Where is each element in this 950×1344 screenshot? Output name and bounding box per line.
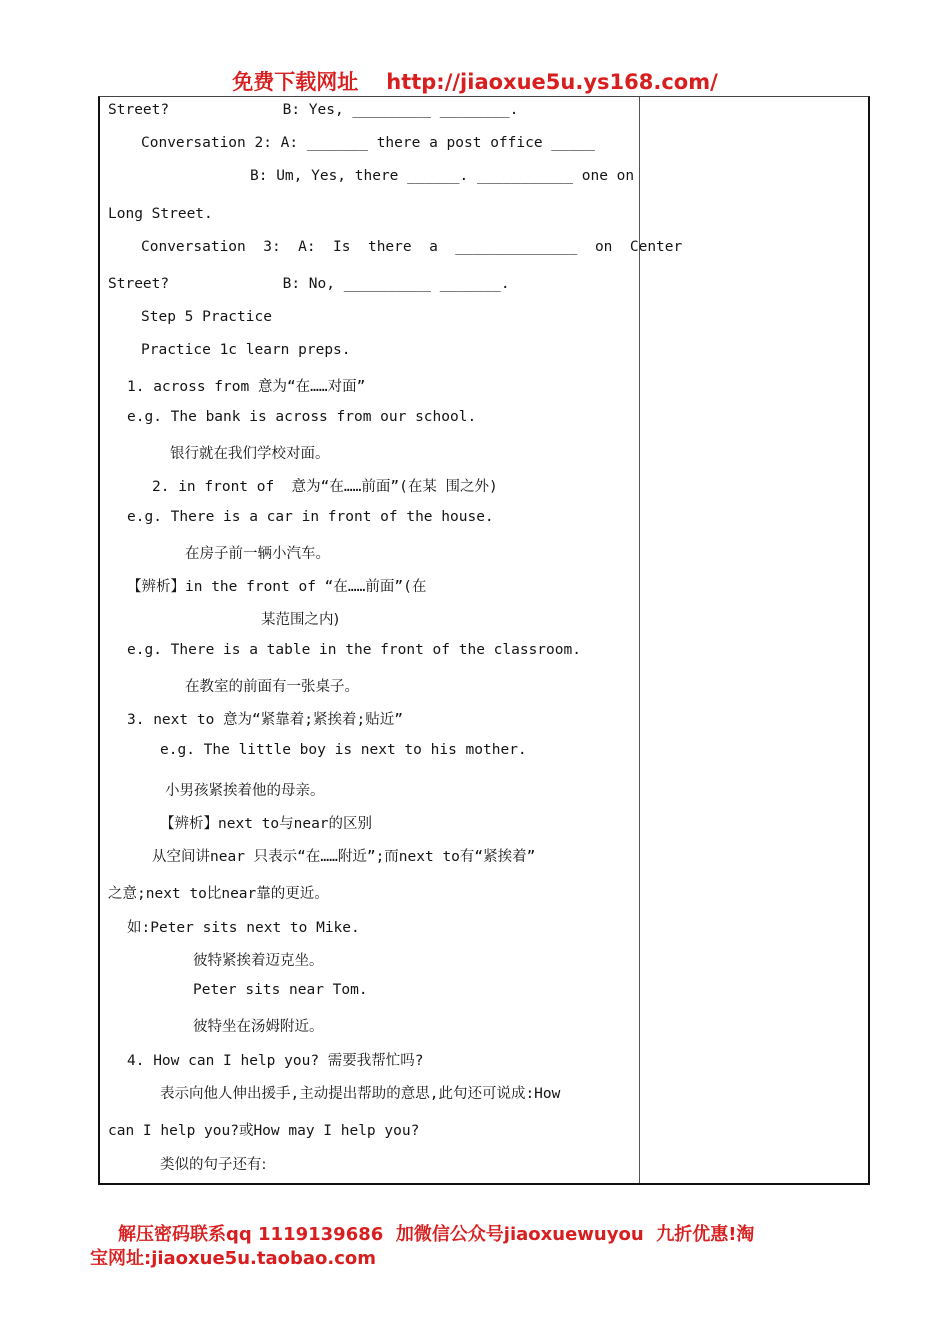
text-line: e.g. The little boy is next to his mother. [160,742,527,758]
text-line: Street? B: No, __________ _______. [108,276,510,292]
text-line: 彼特坐在汤姆附近。 [193,1019,324,1035]
text-line: Long Street. [108,206,213,222]
footer-contact: 解压密码联系qq 1119139686 加微信公众号jiaoxuewuyou 九折优惠!淘 [118,1224,755,1245]
text-line: 从空间讲near 只表示“在……附近”;而next to有“紧挨着” [152,849,536,865]
text-line: e.g. There is a table in the front of the classroom. [127,642,581,658]
text-line: 银行就在我们学校对面。 [170,446,330,462]
text-line: 如:Peter sits next to Mike. [127,920,360,936]
header-title: 免费下载网址 [232,70,359,94]
text-line: e.g. There is a car in front of the house. [127,509,494,525]
text-line: 【辨析】in the front of “在……前面”(在 [127,579,427,595]
text-line: 之意;next to比near靠的更近。 [108,886,329,902]
footer-shop-url[interactable]: 宝网址:jiaoxue5u.taobao.com [90,1248,377,1269]
text-line: 表示向他人伸出援手,主动提出帮助的意思,此句还可说成:How [160,1086,561,1102]
text-line: B: Um, Yes, there ______. ___________ one on [250,168,635,184]
text-line: can I help you?或How may I help you? [108,1123,420,1139]
text-line: Peter sits near Tom. [193,982,368,998]
text-line: 某范围之内) [261,612,340,628]
text-line: Conversation 2: A: _______ there a post office _____ [141,135,595,151]
text-line: 4. How can I help you? 需要我帮忙吗? [127,1053,424,1069]
text-line: 彼特紧挨着迈克坐。 [193,953,324,969]
text-line: 1. across from 意为“在……对面” [127,379,366,395]
text-line: 在房子前一辆小汽车。 [185,546,330,562]
text-line: Step 5 Practice [141,309,272,325]
text-line: 小男孩紧挨着他的母亲。 [165,783,325,799]
column-divider [639,97,640,1183]
text-line: Street? B: Yes, _________ ________. [108,102,519,118]
download-header [0,66,950,96]
text-line: e.g. The bank is across from our school. [127,409,477,425]
text-line: 3. next to 意为“紧靠着;紧挨着;贴近” [127,712,403,728]
text-line: 类似的句子还有: [160,1157,267,1173]
text-line: 【辨析】next to与near的区别 [160,816,373,832]
header-url[interactable]: http://jiaoxue5u.ys168.com/ [386,70,718,94]
text-line: Practice 1c learn preps. [141,342,351,358]
text-line: 2. in front of 意为“在……前面”(在某 围之外) [152,479,498,495]
text-line: 在教室的前面有一张桌子。 [185,679,359,695]
text-line: Conversation 3: A: Is there a ______________ on Center [141,239,683,255]
